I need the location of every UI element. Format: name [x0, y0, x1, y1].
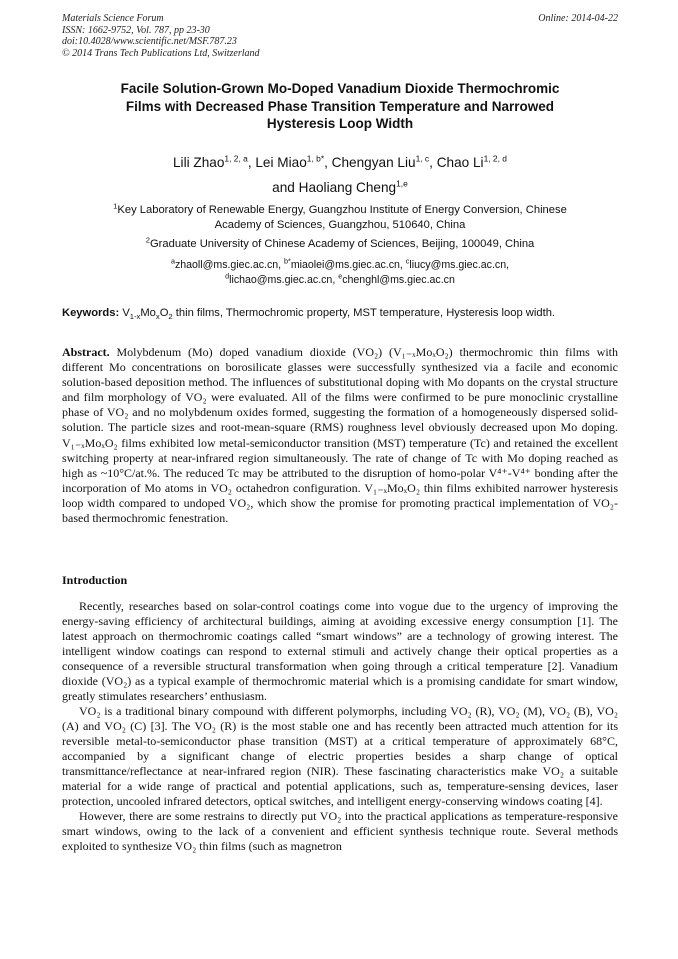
- keyword-subscript: 2: [168, 312, 173, 322]
- email-link[interactable]: lichao@ms.giec.ac.cn: [229, 273, 333, 286]
- email-link[interactable]: zhaoll@ms.giec.ac.cn: [174, 259, 279, 271]
- journal-header: [62, 13, 618, 59]
- section-heading-introduction: Introduction: [62, 573, 128, 587]
- keyword-subscript: x: [155, 312, 160, 322]
- journal-name: Materials Science Forum: [62, 13, 164, 24]
- online-date: Online: 2014-04-22: [538, 13, 618, 24]
- author-list: [62, 150, 618, 200]
- author-name: Lili Zhao: [173, 155, 225, 170]
- title-line: Hysteresis Loop Width: [266, 116, 414, 131]
- paragraph: However, there are some restrains to directly put VO₂ into the practical applications as temperature-responsive smart windows, owing to the lack of a convenient and efficient synthesis technique route. Several methods exploited to synthesize VO₂ thin films (such as magnetron: [62, 809, 618, 853]
- email-link[interactable]: miaolei@ms.giec.ac.cn: [290, 259, 400, 271]
- author-affil-mark: 1, 2, a: [224, 153, 248, 164]
- author-affil-mark: 1,e: [396, 178, 408, 189]
- authors-line-1: Lili Zhao$^{1, 2, a}$, Lei Miao$^{1, b*}$, Chengyan Liu$^{1, c}$, Chao Li$^{1, 2, d}$: [173, 153, 507, 170]
- abstract: [62, 345, 618, 526]
- keywords-line: [62, 306, 618, 321]
- email-mark: a: [170, 256, 175, 266]
- issn-line: ISSN: 1662-9752, Vol. 787, pp 23-30: [62, 24, 210, 36]
- author-name: Chao Li: [436, 155, 484, 170]
- keyword-subscript: 1-x: [129, 312, 141, 322]
- abstract-label: Abstract.: [62, 345, 110, 359]
- author-affil-mark: 1, c: [415, 153, 430, 164]
- affiliation-2: [62, 237, 618, 252]
- title-line: Films with Decreased Phase Transition Temperature and Narrowed: [125, 98, 555, 114]
- title-line: Facile Solution-Grown Mo-Doped Vanadium Dioxide Thermochromic: [120, 81, 560, 96]
- affiliation-text: Key Laboratory of Renewable Energy, Guangzhou Institute of Energy Conversion, Chinese: [117, 204, 567, 216]
- affil-mark: 2: [145, 235, 150, 245]
- email-link[interactable]: liucy@ms.giec.ac.cn: [409, 259, 507, 271]
- email-mark: c: [405, 256, 410, 266]
- paper-title: [62, 80, 618, 133]
- keyword-text: V: [122, 307, 130, 319]
- copyright-line: © 2014 Trans Tech Publications Ltd, Switzerland: [62, 47, 260, 59]
- keyword-text: thin films, Thermochromic property, MST temperature, Hysteresis loop width.: [172, 307, 556, 319]
- email-list: $^a$zhaoll@ms.giec.ac.cn, $^{b*}$miaolei@ms.giec.ac.cn, $^c$liucy@ms.giec.ac.cn, $^d$lichao@ms.giec.ac.cn, $^e$chenghl@ms.giec.ac.cn: [170, 256, 510, 286]
- email-mark: b*: [284, 256, 291, 266]
- author-conjunction: and: [272, 180, 295, 195]
- abstract-text: Molybdenum (Mo) doped vanadium dioxide (VO₂) (V₁₋ₓMoₓO₂) thermochromic thin films with different Mo concentrations on borosilicate glasses were successfully synthesized via a facile and economic solution-based deposition method. The influences of substitutional doping with Mo dopants on the crystal structure and film morphology of VO₂ were evaluated. All of the films were confirmed to be pure monoclinic crystalline phase of VO₂ and no molybdenum oxides formed, suggesting the formation of a homogeneously dispersed solid-solution. The particle sizes and root-mean-square (RMS) roughness level obviously decreased upon Mo doping. V₁₋ₓMoₓO₂ films exhibited low metal-semiconductor transition (MST) temperature (Tc) and retained the excellent switching property at near-infrared region simultaneously. The rate of change of Tc with Mo doping reached as high as ~10°C/at.%. The reduced Tc may be attributed to the disruption of homo-polar V⁴⁺-V⁴⁺ bonding after the incorporation of Mo atoms in VO₂ octahedron configuration. V₁₋ₓMoₓO₂ thin films exhibited narrower hysteresis loop width compared to undoped VO₂, which show the promise for promoting practical implementation of VO₂-based thermochromic fenestration.: [62, 345, 618, 526]
- authors-line-2: [62, 175, 618, 200]
- keyword-text: Mo: [140, 307, 156, 319]
- introduction-body: [62, 599, 618, 854]
- author-affil-mark: 1, b*: [306, 153, 325, 164]
- keywords-label: Keywords:: [62, 307, 120, 319]
- author-name: Lei Miao: [255, 155, 307, 170]
- doi-line: doi:10.4028/www.scientific.net/MSF.787.23: [62, 36, 237, 47]
- email-mark: e: [338, 270, 343, 280]
- author-name: Chengyan Liu: [331, 155, 416, 170]
- affiliation-text: Graduate University of Chinese Academy of Sciences, Beijing, 100049, China: [149, 238, 535, 250]
- paragraph: VO₂ is a traditional binary compound with different polymorphs, including VO₂ (R), VO₂ (M), VO₂ (B), VO₂ (A) and VO₂ (C) [3]. The VO₂ (R) is the most stable one and has recently been attracted much attention for its reversible metal-to-semiconductor phase transition (MST) at a critical temperature of approximately 68°C, accompanied by a significant change of electric properties besides a sharp change of optical transmittance/reflectance at near-infrared region (NIR). These fascinating characteristics make VO₂ a suitable material for a wide range of practical and potential applications, such as, temperature-sensing devices, laser protection, uncooled infrared detectors, optical switches, and intelligent energy-conserving windows coating [4].: [62, 704, 618, 808]
- email-mark: d: [225, 270, 230, 280]
- author-affil-mark: 1, 2, d: [483, 153, 507, 164]
- affiliation-text: Academy of Sciences, Guangzhou, 510640, China: [214, 218, 466, 231]
- paragraph: Recently, researches based on solar-control coatings come into vogue due to the urgency of improving the energy-saving efficiency of architectural buildings, aiming at avoiding excessive energy consumption [1]. The latest approach on thermochromic coatings called “smart windows” are a technology of growing interest. The intelligent window coatings can respond to external stimuli and actively change their optical properties as a consequence of a reversible structural transformation when going through a critical temperature [2]. Vanadium dioxide (VO₂) as a typical example of thermochromic material which is a promising candidate for smart window, greatly stimulates researchers’ enthusiasm.: [62, 599, 618, 703]
- keyword-text: O: [159, 307, 169, 319]
- email-link[interactable]: chenghl@ms.giec.ac.cn: [342, 273, 455, 286]
- author-name: Haoliang Cheng: [298, 180, 397, 195]
- affiliation-1: [62, 203, 618, 232]
- affil-mark: 1: [113, 201, 118, 211]
